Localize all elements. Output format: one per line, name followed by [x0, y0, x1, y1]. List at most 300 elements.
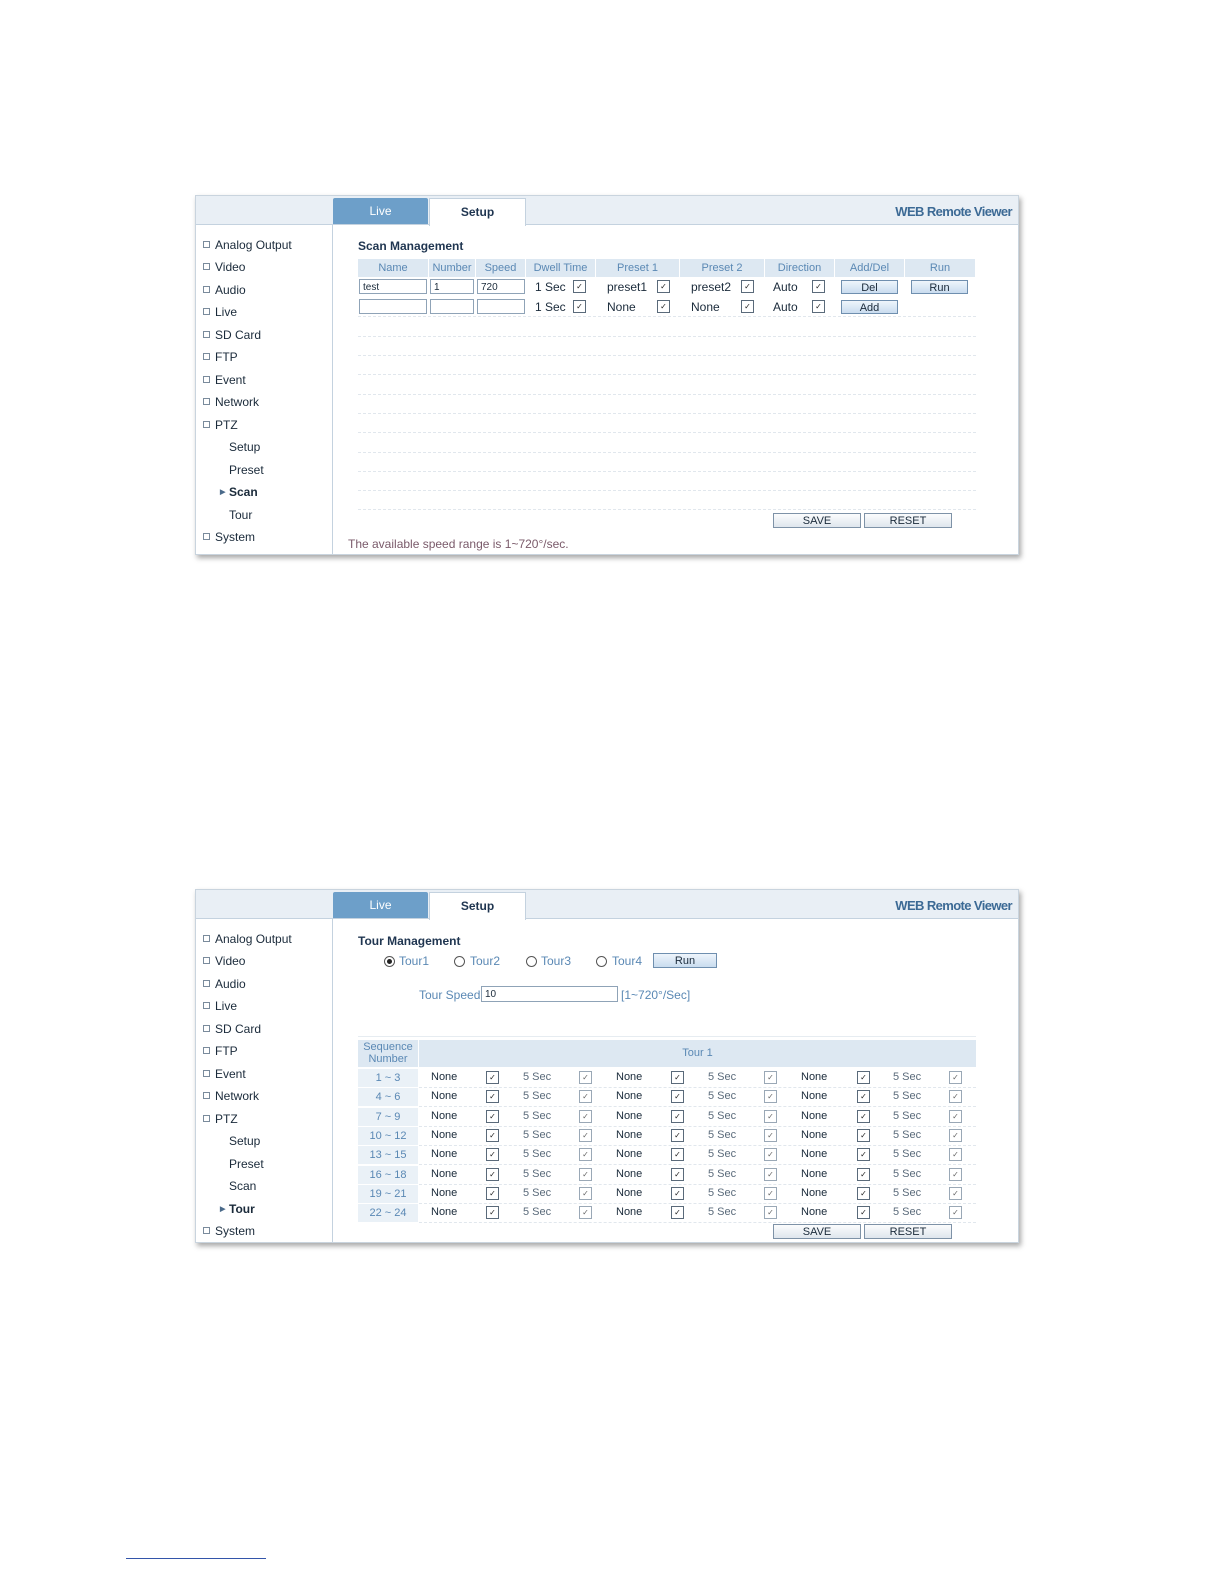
sequence-number: 19 ~ 21: [358, 1185, 418, 1203]
chevron-down-icon: ✓: [674, 1150, 681, 1160]
tour-dwell-value: 5 Sec: [708, 1071, 737, 1083]
chevron-down-icon: ✓: [860, 1188, 867, 1198]
tour-preset-value: None: [616, 1167, 643, 1180]
sidebar-item-label: Network: [215, 1089, 260, 1103]
tour-column-header: Tour 1: [419, 1040, 976, 1067]
tour-speed-label: Tour Speed: [419, 988, 481, 1002]
tour-preset-dropdown[interactable]: [857, 1206, 870, 1219]
sidebar-item-label: PTZ: [215, 1112, 238, 1126]
table-row-divider: [358, 452, 976, 453]
tour-dwell-value: 5 Sec: [523, 1148, 552, 1161]
tour-dwell-dropdown[interactable]: [579, 1071, 592, 1084]
chevron-down-icon: ✓: [815, 302, 822, 311]
reset-button[interactable]: RESET: [864, 1224, 952, 1239]
scan-speed-input[interactable]: 720: [477, 279, 525, 294]
expand-box-icon: [203, 308, 210, 315]
table-row-divider: [358, 374, 976, 375]
expand-box-icon: [203, 1047, 210, 1054]
sidebar-item-audio[interactable]: [203, 283, 246, 297]
direction-dropdown[interactable]: [812, 300, 825, 313]
tour1-radio-label: Tour1: [399, 954, 430, 968]
tour-preset-value: None: [616, 1186, 643, 1199]
expand-box-icon: [203, 241, 210, 248]
tour-dwell-dropdown[interactable]: [764, 1148, 777, 1161]
tour-preset-dropdown[interactable]: [486, 1090, 499, 1103]
tour-preset-dropdown[interactable]: [486, 1206, 499, 1219]
sidebar-item-label: Audio: [215, 977, 246, 991]
sidebar-item-system[interactable]: [203, 1224, 255, 1238]
table-row-divider: [358, 336, 976, 337]
chevron-down-icon: ✓: [860, 1150, 867, 1160]
chevron-down-icon: ✓: [952, 1208, 959, 1218]
tour-speed-range: [1~720°/Sec]: [621, 988, 691, 1002]
tour-preset-value: None: [616, 1071, 643, 1083]
tour-dwell-dropdown[interactable]: [949, 1110, 962, 1123]
tour-dwell-dropdown[interactable]: [579, 1110, 592, 1123]
sidebar-item-label: SD Card: [215, 328, 262, 342]
sidebar-item-analog-output[interactable]: [203, 932, 292, 946]
expand-box-icon: [203, 1070, 210, 1077]
tour-preset-value: None: [801, 1206, 828, 1219]
tour-preset-value: None: [431, 1148, 458, 1161]
tour-dwell-dropdown[interactable]: [949, 1206, 962, 1219]
chevron-down-icon: ✓: [744, 282, 751, 291]
tour-dwell-value: 5 Sec: [893, 1186, 922, 1199]
sidebar-item-analog-output[interactable]: [203, 238, 292, 252]
tour-preset-dropdown[interactable]: [857, 1090, 870, 1103]
add-button[interactable]: Add: [841, 300, 898, 314]
tour-dwell-dropdown[interactable]: [949, 1187, 962, 1200]
chevron-down-icon: ✓: [860, 1169, 867, 1179]
chevron-down-icon: ✓: [860, 1092, 867, 1102]
tour-dwell-value: 5 Sec: [893, 1167, 922, 1180]
expand-box-icon: [203, 1025, 210, 1032]
sidebar-item-label: System: [215, 530, 256, 544]
chevron-down-icon: ✓: [952, 1150, 959, 1160]
tour-preset-value: None: [431, 1206, 458, 1219]
chevron-down-icon: ✓: [860, 1073, 867, 1082]
sidebar-sub-setup[interactable]: Setup: [229, 1134, 261, 1148]
preset2-select-value: None: [691, 300, 720, 314]
tour-dwell-dropdown[interactable]: [579, 1090, 592, 1103]
chevron-down-icon: ✓: [489, 1073, 496, 1082]
tour-dwell-dropdown[interactable]: [949, 1129, 962, 1142]
run-button[interactable]: Run: [911, 280, 968, 294]
tour-dwell-value: 5 Sec: [893, 1071, 922, 1083]
tour-dwell-value: 5 Sec: [523, 1128, 552, 1141]
tour-preset-dropdown[interactable]: [671, 1090, 684, 1103]
table-row-divider: [358, 509, 976, 510]
chevron-down-icon: ✓: [767, 1092, 774, 1102]
col-header-name: Name: [358, 259, 428, 277]
sidebar-item-label: Video: [215, 260, 246, 274]
tour-dwell-dropdown[interactable]: [579, 1168, 592, 1181]
preset1-select-value: preset1: [607, 280, 648, 294]
chevron-down-icon: ✓: [576, 282, 583, 291]
chevron-down-icon: ✓: [952, 1092, 959, 1102]
tour-dwell-dropdown[interactable]: [579, 1148, 592, 1161]
tour-preset-value: None: [616, 1128, 643, 1141]
tour-dwell-value: 5 Sec: [893, 1090, 922, 1103]
chevron-down-icon: ✓: [767, 1130, 774, 1140]
chevron-down-icon: ✓: [660, 302, 667, 311]
chevron-down-icon: ✓: [952, 1169, 959, 1179]
preset2-select-value: preset2: [691, 280, 732, 294]
tab-live[interactable]: Live: [333, 198, 428, 224]
tour-preset-value: None: [801, 1109, 828, 1122]
tour-preset-dropdown[interactable]: [671, 1110, 684, 1123]
sidebar-item-event[interactable]: [203, 1067, 246, 1081]
chevron-down-icon: ✓: [576, 302, 583, 311]
sidebar-sub-tour[interactable]: [220, 1202, 255, 1216]
direction-select-value: Auto: [773, 300, 798, 314]
tab-setup[interactable]: Setup: [429, 198, 526, 226]
expand-box-icon: [203, 1227, 210, 1234]
sidebar-item-label: FTP: [215, 350, 238, 364]
sidebar-item-label: Analog Output: [215, 932, 292, 946]
direction-select-value: Auto: [773, 280, 798, 294]
direction-dropdown[interactable]: [812, 280, 825, 293]
table-row-divider: [358, 355, 976, 356]
table-row-divider: [358, 413, 976, 414]
table-row-divider: [419, 1145, 976, 1146]
table-row-divider: [358, 471, 976, 472]
table-row-divider: [358, 394, 976, 395]
scan-speed-input[interactable]: [477, 299, 525, 314]
tour-preset-dropdown[interactable]: [671, 1168, 684, 1181]
scan-number-input[interactable]: 1: [430, 279, 474, 294]
divider: [358, 1036, 976, 1037]
sidebar: [196, 919, 333, 1242]
preset1-dropdown[interactable]: [657, 300, 670, 313]
tour-preset-dropdown[interactable]: [486, 1071, 499, 1084]
tour-dwell-dropdown[interactable]: [764, 1206, 777, 1219]
tour-speed-input[interactable]: 10: [481, 986, 618, 1002]
preset2-dropdown[interactable]: [741, 280, 754, 293]
tour-preset-value: None: [616, 1206, 643, 1219]
sidebar-item-label: Event: [215, 1067, 246, 1081]
tour-dwell-value: 5 Sec: [893, 1109, 922, 1122]
brand-title: WEB Remote Viewer: [895, 204, 1012, 219]
tour-dwell-dropdown[interactable]: [579, 1187, 592, 1200]
chevron-down-icon: ✓: [582, 1169, 589, 1179]
chevron-down-icon: ✓: [674, 1111, 681, 1121]
sequence-number: 16 ~ 18: [358, 1166, 418, 1184]
chevron-down-icon: ✓: [489, 1111, 496, 1121]
col-header-add-del: Add/Del: [835, 259, 904, 277]
sidebar-item-event[interactable]: [203, 373, 246, 387]
tour-dwell-value: 5 Sec: [523, 1109, 552, 1122]
sidebar-item-live[interactable]: [203, 305, 237, 319]
expand-box-icon: [203, 286, 210, 293]
tour-dwell-dropdown[interactable]: [764, 1071, 777, 1084]
active-arrow-icon: ▶: [220, 1206, 226, 1213]
tour-dwell-dropdown[interactable]: [579, 1129, 592, 1142]
expand-box-icon: [203, 980, 210, 987]
scan-title: Scan Management: [358, 239, 464, 253]
sidebar-item-network[interactable]: [203, 395, 259, 409]
chevron-down-icon: ✓: [860, 1208, 867, 1218]
chevron-down-icon: ✓: [952, 1188, 959, 1198]
chevron-down-icon: ✓: [582, 1092, 589, 1102]
chevron-down-icon: ✓: [674, 1092, 681, 1102]
chevron-down-icon: ✓: [582, 1208, 589, 1218]
chevron-down-icon: ✓: [767, 1188, 774, 1198]
tour-title: Tour Management: [358, 934, 461, 948]
expand-box-icon: [203, 533, 210, 540]
chevron-down-icon: ✓: [489, 1150, 496, 1160]
expand-box-icon: [203, 1115, 210, 1122]
tour-preset-dropdown[interactable]: [486, 1187, 499, 1200]
chevron-down-icon: ✓: [767, 1073, 774, 1082]
tour-preset-value: None: [801, 1090, 828, 1103]
sidebar-item-ftp[interactable]: [203, 350, 238, 364]
chevron-down-icon: ✓: [674, 1130, 681, 1140]
expand-box-icon: [203, 263, 210, 270]
sidebar-item-label: Network: [215, 395, 260, 409]
table-row-divider: [419, 1203, 976, 1204]
chevron-down-icon: ✓: [674, 1208, 681, 1218]
tour-preset-value: None: [431, 1167, 458, 1180]
scan-number-input[interactable]: [430, 299, 474, 314]
sidebar-item-ptz[interactable]: [203, 418, 238, 432]
tour-dwell-dropdown[interactable]: [949, 1168, 962, 1181]
chevron-down-icon: ✓: [489, 1092, 496, 1102]
tour-dwell-value: 5 Sec: [893, 1128, 922, 1141]
tour-preset-value: None: [431, 1186, 458, 1199]
expand-box-icon: [203, 421, 210, 428]
tour-dwell-value: 5 Sec: [708, 1090, 737, 1103]
chevron-down-icon: ✓: [952, 1111, 959, 1121]
table-row-divider: [358, 490, 976, 491]
tour-preset-value: None: [431, 1128, 458, 1141]
tour-dwell-dropdown[interactable]: [949, 1090, 962, 1103]
top-bar: [196, 196, 1018, 225]
tour-dwell-value: 5 Sec: [893, 1206, 922, 1219]
tour-preset-dropdown[interactable]: [671, 1187, 684, 1200]
chevron-down-icon: ✓: [582, 1111, 589, 1121]
tour-preset-dropdown[interactable]: [857, 1071, 870, 1084]
tour-dwell-value: 5 Sec: [523, 1090, 552, 1103]
top-bar: [196, 890, 1018, 919]
tour-dwell-value: 5 Sec: [708, 1109, 737, 1122]
table-row-divider: [419, 1126, 976, 1127]
sidebar-item-label: Audio: [215, 283, 246, 297]
tour-dwell-dropdown[interactable]: [949, 1071, 962, 1084]
expand-box-icon: [203, 353, 210, 360]
save-button[interactable]: SAVE: [773, 1224, 861, 1239]
sidebar-item-ftp[interactable]: [203, 1044, 238, 1058]
sequence-number-header: Sequence Number: [358, 1040, 418, 1067]
tour1-radio[interactable]: [384, 956, 395, 967]
speed-range-note: The available speed range is 1~720°/sec.: [348, 537, 569, 551]
col-header-dwell-time: Dwell Time: [526, 259, 595, 277]
footnote-rule: [126, 1558, 266, 1559]
sidebar-item-label: System: [215, 1224, 256, 1238]
chevron-down-icon: ✓: [582, 1188, 589, 1198]
sidebar: [196, 225, 333, 554]
dwell-time-dropdown[interactable]: [573, 300, 586, 313]
tour3-radio-label: Tour3: [541, 954, 572, 968]
chevron-down-icon: ✓: [860, 1130, 867, 1140]
tour-dwell-value: 5 Sec: [893, 1148, 922, 1161]
sidebar-sub-preset[interactable]: Preset: [229, 463, 264, 477]
sequence-number: 7 ~ 9: [358, 1108, 418, 1126]
tour-preset-dropdown[interactable]: [671, 1071, 684, 1084]
tour-dwell-value: 5 Sec: [708, 1148, 737, 1161]
tour3-radio[interactable]: [526, 956, 537, 967]
tour-dwell-dropdown[interactable]: [764, 1110, 777, 1123]
sidebar-item-system[interactable]: [203, 530, 255, 544]
tour-preset-dropdown[interactable]: [486, 1168, 499, 1181]
tour-run-button[interactable]: Run: [653, 953, 717, 968]
dwell-time-select-value: 1 Sec: [535, 280, 566, 294]
chevron-down-icon: ✓: [767, 1169, 774, 1179]
tour4-radio[interactable]: [596, 956, 607, 967]
tour-preset-value: None: [801, 1186, 828, 1199]
tour-preset-value: None: [616, 1090, 643, 1103]
table-row-divider: [419, 1106, 976, 1107]
tour-preset-value: None: [616, 1148, 643, 1161]
chevron-down-icon: ✓: [767, 1150, 774, 1160]
scan-name-input[interactable]: [359, 299, 427, 314]
table-row-divider: [358, 316, 976, 317]
col-header-direction: Direction: [765, 259, 834, 277]
chevron-down-icon: ✓: [674, 1073, 681, 1082]
sidebar-item-live[interactable]: [203, 999, 237, 1013]
expand-box-icon: [203, 398, 210, 405]
tour-dwell-dropdown[interactable]: [764, 1129, 777, 1142]
sidebar-sub-label: Scan: [229, 485, 258, 499]
save-button[interactable]: SAVE: [773, 513, 861, 528]
table-row-divider: [358, 432, 976, 433]
expand-box-icon: [203, 1002, 210, 1009]
dwell-time-dropdown[interactable]: [573, 280, 586, 293]
sidebar-sub-preset[interactable]: Preset: [229, 1157, 264, 1171]
dwell-time-select-value: 1 Sec: [535, 300, 566, 314]
expand-box-icon: [203, 376, 210, 383]
tour-dwell-value: 5 Sec: [708, 1206, 737, 1219]
tour-preset-value: None: [616, 1109, 643, 1122]
preset1-dropdown[interactable]: [657, 280, 670, 293]
tour-preset-dropdown[interactable]: [857, 1148, 870, 1161]
chevron-down-icon: ✓: [582, 1130, 589, 1140]
tour-preset-dropdown[interactable]: [671, 1206, 684, 1219]
tour-preset-dropdown[interactable]: [857, 1129, 870, 1142]
expand-box-icon: [203, 957, 210, 964]
chevron-down-icon: ✓: [674, 1188, 681, 1198]
col-header-number: Number: [429, 259, 475, 277]
tour-management-screenshot: [195, 889, 1019, 1243]
tour-preset-dropdown[interactable]: [486, 1148, 499, 1161]
chevron-down-icon: ✓: [660, 282, 667, 291]
chevron-down-icon: ✓: [860, 1111, 867, 1121]
expand-box-icon: [203, 1092, 210, 1099]
tour-dwell-value: 5 Sec: [708, 1167, 737, 1180]
sidebar-item-label: Event: [215, 373, 246, 387]
chevron-down-icon: ✓: [952, 1073, 959, 1082]
tour-preset-value: None: [431, 1071, 458, 1083]
tour-dwell-value: 5 Sec: [708, 1128, 737, 1141]
sequence-number: 4 ~ 6: [358, 1088, 418, 1106]
tab-setup[interactable]: Setup: [429, 892, 526, 920]
tour-preset-value: None: [431, 1109, 458, 1122]
sidebar-item-sd-card[interactable]: [203, 1022, 261, 1036]
tour-preset-value: None: [801, 1167, 828, 1180]
tour-preset-dropdown[interactable]: [486, 1129, 499, 1142]
tour-preset-value: None: [431, 1090, 458, 1103]
sidebar-item-ptz[interactable]: [203, 1112, 238, 1126]
tab-live[interactable]: Live: [333, 892, 428, 918]
tour-dwell-value: 5 Sec: [523, 1167, 552, 1180]
tour2-radio[interactable]: [454, 956, 465, 967]
scan-management-screenshot: [195, 195, 1019, 555]
tour-dwell-dropdown[interactable]: [764, 1187, 777, 1200]
sidebar-item-network[interactable]: [203, 1089, 259, 1103]
tour-dwell-value: 5 Sec: [708, 1186, 737, 1199]
tour-preset-value: None: [801, 1128, 828, 1141]
tour-dwell-dropdown[interactable]: [764, 1168, 777, 1181]
tour-preset-dropdown[interactable]: [671, 1129, 684, 1142]
scan-name-input[interactable]: test: [359, 279, 427, 294]
chevron-down-icon: ✓: [815, 282, 822, 291]
chevron-down-icon: ✓: [582, 1150, 589, 1160]
sequence-number: 22 ~ 24: [358, 1204, 418, 1222]
sidebar-item-label: PTZ: [215, 418, 238, 432]
sidebar-item-label: Live: [215, 305, 238, 319]
expand-box-icon: [203, 935, 210, 942]
table-row-divider: [419, 1164, 976, 1165]
tour-preset-dropdown[interactable]: [857, 1168, 870, 1181]
sequence-number: 13 ~ 15: [358, 1146, 418, 1164]
table-row-divider: [419, 1184, 976, 1185]
tour-preset-dropdown[interactable]: [486, 1110, 499, 1123]
tour-preset-dropdown[interactable]: [857, 1110, 870, 1123]
sidebar-sub-tour[interactable]: Tour: [229, 508, 253, 522]
sidebar-sub-label: Tour: [229, 1202, 255, 1216]
sidebar-item-audio[interactable]: [203, 977, 246, 991]
tour-dwell-dropdown[interactable]: [949, 1148, 962, 1161]
chevron-down-icon: ✓: [489, 1208, 496, 1218]
sequence-number: 1 ~ 3: [358, 1069, 418, 1087]
col-header-preset1: Preset 1: [596, 259, 679, 277]
tour-dwell-dropdown[interactable]: [764, 1090, 777, 1103]
tour-dwell-value: 5 Sec: [523, 1071, 552, 1083]
sidebar-item-label: FTP: [215, 1044, 238, 1058]
brand-title: WEB Remote Viewer: [895, 898, 1012, 913]
reset-button[interactable]: RESET: [864, 513, 952, 528]
sidebar-item-label: SD Card: [215, 1022, 262, 1036]
tour-preset-dropdown[interactable]: [671, 1148, 684, 1161]
del-button[interactable]: Del: [841, 280, 898, 294]
sidebar-item-video[interactable]: [203, 954, 245, 968]
sidebar-item-sd-card[interactable]: [203, 328, 261, 342]
sidebar-item-label: Analog Output: [215, 238, 292, 252]
preset2-dropdown[interactable]: [741, 300, 754, 313]
sidebar-item-video[interactable]: [203, 260, 245, 274]
sidebar-sub-scan[interactable]: [220, 485, 258, 499]
sidebar-sub-setup[interactable]: Setup: [229, 440, 261, 454]
chevron-down-icon: ✓: [489, 1188, 496, 1198]
sidebar-item-label: Video: [215, 954, 246, 968]
chevron-down-icon: ✓: [489, 1130, 496, 1140]
table-row-divider: [419, 1222, 976, 1223]
tour-preset-dropdown[interactable]: [857, 1187, 870, 1200]
col-header-run: Run: [905, 259, 975, 277]
sidebar-sub-scan[interactable]: Scan: [229, 1179, 257, 1193]
tour-dwell-dropdown[interactable]: [579, 1206, 592, 1219]
chevron-down-icon: ✓: [744, 302, 751, 311]
